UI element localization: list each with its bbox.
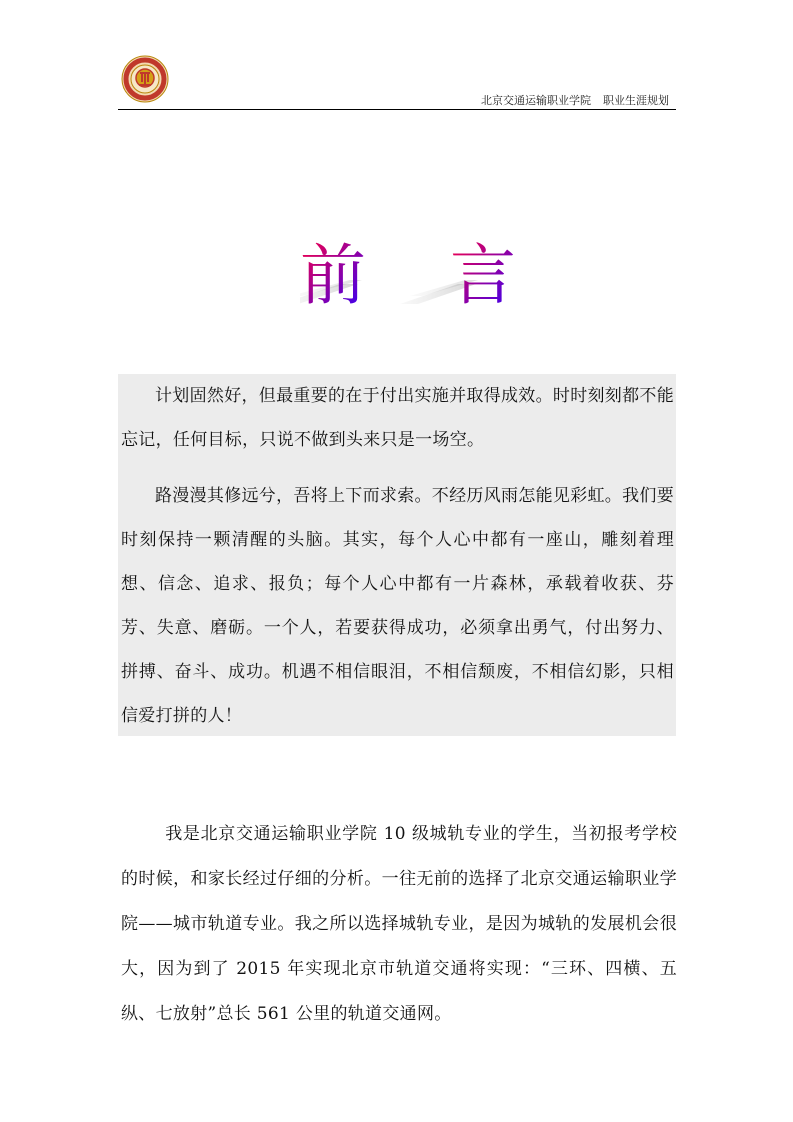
page-title — [300, 232, 530, 312]
title-char-1: 前 — [300, 237, 366, 312]
quote-paragraph-2: 路漫漫其修远兮，吾将上下而求索。不经历风雨怎能见彩虹。我们要时刻保持一颗清醒的头脑。其实，每个人心中都有一座山，雕刻着理想、信念、追求、报负；每个人心中都有一片森林，承载着收获、芬芳、失意、磨砺。一个人，若要获得成功，必须拿出勇气，付出努力、拼搏、奋斗、成功。机遇不相信眼泪，不相信颓废，不相信幻影，只相信爱打拼的人！ — [121, 486, 674, 726]
page-header — [481, 92, 669, 108]
header-institution: 北京交通运输职业学院 — [481, 94, 591, 107]
header-divider — [118, 109, 676, 110]
title-char-2: 言 — [450, 237, 516, 312]
body-paragraph-1: 我是北京交通运输职业学院 10 级城轨专业的学生，当初报考学校的时候，和家长经过仔细的分析。一往无前的选择了北京交通运输职业学院——城市轨道专业。我之所以选择城轨专业，是因为城轨的发展机会很大，因为到了 2015 年实现北京市轨道交通将实现：“三环、四横、五纵、七放射”总长 561 公里的轨道交通网。 — [121, 824, 677, 1024]
quote-paragraph-1: 计划固然好，但最重要的在于付出实施并取得成效。时时刻刻都不能忘记，任何目标，只说不做到头来只是一场空。 — [121, 386, 674, 450]
header-document-name: 职业生涯规划 — [603, 94, 669, 107]
college-logo — [121, 55, 169, 103]
